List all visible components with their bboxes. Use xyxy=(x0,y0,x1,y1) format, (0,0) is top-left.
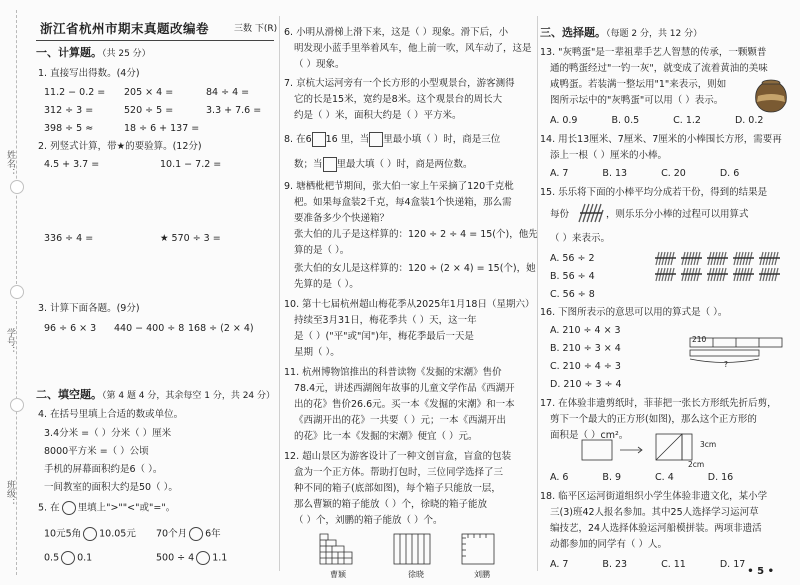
q17-width-label: 3cm xyxy=(700,440,717,449)
q6-line: （ ）现象。 xyxy=(294,59,345,70)
option-c[interactable]: C. 20 xyxy=(661,168,686,179)
q17-line: 面积是（ ）cm²。 xyxy=(550,430,629,441)
q1-item: 18 ÷ 6 + 137 = xyxy=(124,123,200,134)
egg-jar-icon xyxy=(752,76,790,114)
q2-item: 4.5 + 3.7 = xyxy=(44,159,100,170)
compare-circle[interactable] xyxy=(83,527,97,541)
q1-item: 398 ÷ 5 ≈ xyxy=(44,123,94,134)
q5-compare xyxy=(156,551,227,565)
q15-option[interactable]: C. 56 ÷ 8 xyxy=(550,289,595,300)
q6-line: 6. 小明从滑梯上滑下来，这是（ ）现象。滑下后，小 xyxy=(284,27,509,38)
q15-line-a: 每份 xyxy=(550,209,570,220)
digit-box[interactable] xyxy=(323,157,337,172)
q15-line: （ ）来表示。 xyxy=(550,233,611,244)
q11-line: 出的花》售价26.6元。买一本《发掘的宋潮》和一本 xyxy=(294,399,515,410)
section2-note: （第 4 题 4 分，其余每空 1 分，共 24 分） xyxy=(102,391,276,401)
q13-line: 13. "灰鸭蛋"是一辈祖辈手艺人智慧的传承，一颗颗普 xyxy=(540,47,767,58)
q5-left: 500 ÷ 4 xyxy=(156,552,195,564)
q16-option[interactable]: D. 210 ÷ 3 ÷ 4 xyxy=(550,379,622,390)
q2-item: 336 ÷ 4 = xyxy=(44,233,94,244)
q1-item: 312 ÷ 3 = xyxy=(44,105,94,116)
class-label: 班级： xyxy=(5,480,15,507)
q6-line: 明发现小蓝手里举着风车，他上前一吹，风车动了，这是 xyxy=(294,43,532,54)
q14-options xyxy=(550,167,773,180)
q16-option[interactable]: B. 210 ÷ 3 × 4 xyxy=(550,343,621,354)
q5-right: 1.1 xyxy=(212,552,228,564)
option-a[interactable]: A. 7 xyxy=(550,559,569,570)
stick-bundles-figure xyxy=(650,248,784,284)
q15-option[interactable]: A. 56 ÷ 2 xyxy=(550,253,595,264)
q1-item: 11.2 − 0.2 = xyxy=(44,87,106,98)
q5-prompt-b: 里填上">""<"或"="。 xyxy=(77,502,176,514)
q4-line: 手机的屏幕面积约是6（ ）。 xyxy=(44,464,163,475)
q2-prompt: 2. 列竖式计算，带★的要验算。(12分) xyxy=(38,141,202,152)
stick-bundle xyxy=(759,252,780,265)
q8-part: 16 里，当 xyxy=(325,134,370,145)
column-middle xyxy=(284,0,538,585)
column-right xyxy=(540,0,792,585)
page-number: • 5 • xyxy=(747,566,774,577)
stick-bundle xyxy=(655,268,676,281)
figure-label: 徐晓 xyxy=(408,570,424,579)
stick-bundle xyxy=(655,252,676,265)
q5-right: 0.1 xyxy=(77,552,93,564)
q18-options xyxy=(550,558,779,571)
option-a[interactable]: A. 6 xyxy=(550,472,569,483)
q9-line: 9. 塘栖枇杷节期间，张大伯一家上午采摘了120千克枇 xyxy=(284,181,514,192)
digit-box[interactable] xyxy=(312,132,326,147)
section3-note: （每题 2 分，共 12 分） xyxy=(606,29,703,39)
q9-line: 杷。如果每盒装2千克，每4盒装1个快递箱，那么需 xyxy=(294,197,512,208)
q13-line: 咸鸭蛋。若装满一整坛用"1"来表示，则如 xyxy=(550,79,727,90)
option-b[interactable]: B. 23 xyxy=(602,559,628,570)
section1-heading xyxy=(36,46,151,61)
q2-item: 10.1 − 7.2 = xyxy=(160,159,222,170)
q8-part: 数；当 xyxy=(294,159,323,170)
page-title: 浙江省杭州市期末真题改编卷 xyxy=(40,21,210,36)
q4-prompt: 4. 在括号里填上合适的数或单位。 xyxy=(38,409,184,420)
q15-line-b: ，则乐乐分小棒的过程可以用算式 xyxy=(606,209,749,220)
q1-item: 84 ÷ 4 = xyxy=(206,87,250,98)
option-a[interactable]: A. 0.9 xyxy=(550,115,578,126)
q5-right: 6年 xyxy=(205,528,221,540)
stick-bundle xyxy=(707,252,728,265)
q7-line: 它的长是15米，宽约是8米。这个观景台的周长大 xyxy=(294,94,503,105)
q8-part: 8. 在6 xyxy=(284,134,312,145)
q7-line: 7. 京杭大运河旁有一个长方形的小型观景台，游客测得 xyxy=(284,78,515,89)
digit-box[interactable] xyxy=(369,132,383,147)
q1-item: 520 ÷ 5 = xyxy=(124,105,174,116)
option-c[interactable]: C. 1.2 xyxy=(673,115,701,126)
column-divider xyxy=(279,16,280,571)
binding-hole xyxy=(10,285,24,299)
q5-left: 0.5 xyxy=(44,552,60,564)
figure-label: 刘鹏 xyxy=(474,570,490,579)
section1-title: 一、计算题。 xyxy=(36,46,102,59)
q9-line: 算的是（ ）。 xyxy=(294,245,350,256)
q8-part: 里最小填（ ）时，商是三位 xyxy=(383,134,501,145)
q18-line: 18. 临平区运河街道组织小学生体验非遗文化，某小学 xyxy=(540,491,768,502)
q12-line: 盒为一个正方体。帮助打包时，三位同学选择了三 xyxy=(294,467,504,478)
option-d[interactable]: D. 16 xyxy=(707,472,734,483)
section3-heading xyxy=(540,26,702,41)
q15-line: 15. 乐乐将下面的小棒平均分成若干份，得到的结果是 xyxy=(540,187,768,198)
q18-line: 编技艺，24人选择体验运河船模拼装。两项非遗活 xyxy=(550,523,762,534)
q1-item: 3.3 + 7.6 = xyxy=(206,105,262,116)
q3-item: 96 ÷ 6 × 3 xyxy=(44,323,97,334)
name-label: 姓名： xyxy=(5,150,15,177)
q8-line xyxy=(294,157,473,172)
section1-note: （共 25 分） xyxy=(102,49,151,59)
q16-qmark-label: ? xyxy=(724,360,728,369)
stick-bundle xyxy=(733,268,754,281)
q10-line: 是（ ）("平"或"闰")年，梅花季最后一天是 xyxy=(294,331,474,342)
stick-bundle xyxy=(681,268,702,281)
student-id-label: 学号： xyxy=(5,328,15,355)
option-d[interactable]: D. 0.2 xyxy=(734,115,764,126)
q17-line: 17. 在体验非遗剪纸时，菲菲把一张长方形纸先折后剪， xyxy=(540,398,777,409)
q11-line: 《西湖开出的花》一共要（ ）元；一本《西湖开出 xyxy=(294,415,507,426)
q11-line: 11. 杭州博物馆推出的科普读物《发掘的宋潮》售价 xyxy=(284,367,502,378)
compare-circle[interactable] xyxy=(196,551,210,565)
stick-bundle xyxy=(681,252,702,265)
q5-compare xyxy=(44,527,136,541)
option-b[interactable]: B. 9 xyxy=(602,472,622,483)
q16-option[interactable]: A. 210 ÷ 4 × 3 xyxy=(550,325,621,336)
q9-line: 要准备多少个快递箱？ xyxy=(294,213,390,224)
q10-line: 星期（ ）。 xyxy=(294,347,340,358)
q8-part: 里最大填（ ）时，商是两位数。 xyxy=(336,159,473,170)
q5-compare xyxy=(156,527,221,541)
q7-line: 约是（ ）米，面积大约是（ ）平方米。 xyxy=(294,110,462,121)
q12-line: 种不同的箱子(底部如图)，每个箱子只能放一层， xyxy=(294,483,501,494)
q5-left: 70个月 xyxy=(156,528,188,540)
q5-prompt-a: 5. 在 xyxy=(38,502,60,514)
option-c[interactable]: C. 4 xyxy=(655,472,674,483)
q12-line: 那么曹颖的箱子能放（ ）个，徐晓的箱子能放 xyxy=(294,499,488,510)
q17-line: 剪下一个最大的正方形(如图)，那么这个正方形的 xyxy=(550,414,757,425)
grade-label: 三数 下(R) xyxy=(234,24,278,34)
option-d[interactable]: D. 17 xyxy=(719,559,746,570)
q16-line: 16. 下图所表示的意思可以用的算式是（ ）。 xyxy=(540,307,728,318)
q3-item: 440 − 400 ÷ 8 xyxy=(114,323,185,334)
q5-prompt xyxy=(38,501,175,515)
stick-bundle xyxy=(707,268,728,281)
q16-option[interactable]: C. 210 ÷ 4 ÷ 3 xyxy=(550,361,621,372)
q13-line: 图所示坛中的"灰鸭蛋"可以用（ ）表示。 xyxy=(550,95,724,106)
column-divider xyxy=(537,16,538,571)
q5-left: 10元5角 xyxy=(44,528,82,540)
q15-option[interactable]: B. 56 ÷ 4 xyxy=(550,271,595,282)
q17-height-label: 2cm xyxy=(688,460,705,469)
option-b[interactable]: B. 0.5 xyxy=(611,115,640,126)
q16-total-label: 210 xyxy=(692,335,707,344)
q9-line: 先算的是（ ）。 xyxy=(294,279,359,290)
compare-circle[interactable] xyxy=(189,527,203,541)
q11-line: 78.4元，讲述西湖阁年故事的儿童文学作品《西湖开 xyxy=(294,383,515,394)
section2-title: 二、填空题。 xyxy=(36,388,102,401)
q14-line: 添上一根（ ）厘米的小棒。 xyxy=(550,150,668,161)
option-b[interactable]: B. 13 xyxy=(602,168,628,179)
q4-line: 一间教室的面积大约是50（ ）。 xyxy=(44,482,178,493)
option-d[interactable]: D. 6 xyxy=(719,168,740,179)
option-a[interactable]: A. 7 xyxy=(550,168,569,179)
option-c[interactable]: C. 11 xyxy=(661,559,686,570)
binding-hole xyxy=(10,398,24,412)
stick-bundle xyxy=(759,268,780,281)
q5-right: 10.05元 xyxy=(99,528,136,540)
q18-line: 动都参加的同学有（ ）人。 xyxy=(550,539,668,550)
q9-line: 张大伯的儿子是这样算的：120 ÷ 2 ÷ 4 = 15(个)，他先 xyxy=(294,229,538,240)
q17-options xyxy=(550,471,767,484)
q2-item: ★ 570 ÷ 3 = xyxy=(160,233,221,244)
title-rule xyxy=(36,40,274,41)
q9-line: 张大伯的女儿是这样算的：120 ÷ (2 × 4) = 15(个)，她 xyxy=(294,263,536,274)
figure-label: 曹颖 xyxy=(330,570,346,579)
stick-bundle xyxy=(733,252,754,265)
compare-circle[interactable] xyxy=(61,551,75,565)
binding-hole xyxy=(10,180,24,194)
circle-blank-icon xyxy=(62,501,76,515)
stick-bundle-icon xyxy=(576,202,604,224)
q3-prompt: 3. 计算下面各题。(9分) xyxy=(38,303,140,314)
q5-compare xyxy=(44,551,92,565)
q8-line xyxy=(284,132,500,147)
q13-options xyxy=(550,114,797,127)
binding-margin xyxy=(0,0,32,585)
section3-title: 三、选择题。 xyxy=(540,26,606,39)
section2-heading xyxy=(36,388,275,403)
q10-line: 持续至3月31日，梅花季共（ ）天，这一年 xyxy=(294,315,477,326)
q4-line: 8000平方米 =（ ）公顷 xyxy=(44,446,149,457)
q17-fold-figure xyxy=(580,430,720,464)
q12-line: 12. 超山景区为游客设计了一种文创盲盒，盲盒的包装 xyxy=(284,451,512,462)
q1-prompt: 1. 直接写出得数。(4分) xyxy=(38,68,140,79)
q11-line: 的花》比一本《发掘的宋潮》便宜（ ）元。 xyxy=(294,431,478,442)
q14-line: 14. 用长13厘米、7厘米、7厘米的小棒围长方形，需要再 xyxy=(540,134,782,145)
q3-item: 168 ÷ (2 × 4) xyxy=(188,323,254,334)
q12-line: （ ）个，刘鹏的箱子能放（ ）个。 xyxy=(294,515,443,526)
q10-line: 10. 第十七届杭州超山梅花季从2025年1月18日（星期六） xyxy=(284,299,535,310)
q13-line: 通的鸭蛋经过"一钓一灰"，就变成了流着黄油的美味 xyxy=(550,63,768,74)
q18-line: 三(3)班42人报名参加。其中25人选择学习运河草 xyxy=(550,507,759,518)
q4-line: 3.4分米 =（ ）分米（ ）厘米 xyxy=(44,428,172,439)
q1-item: 205 × 4 = xyxy=(124,87,174,98)
column-left xyxy=(36,0,278,585)
